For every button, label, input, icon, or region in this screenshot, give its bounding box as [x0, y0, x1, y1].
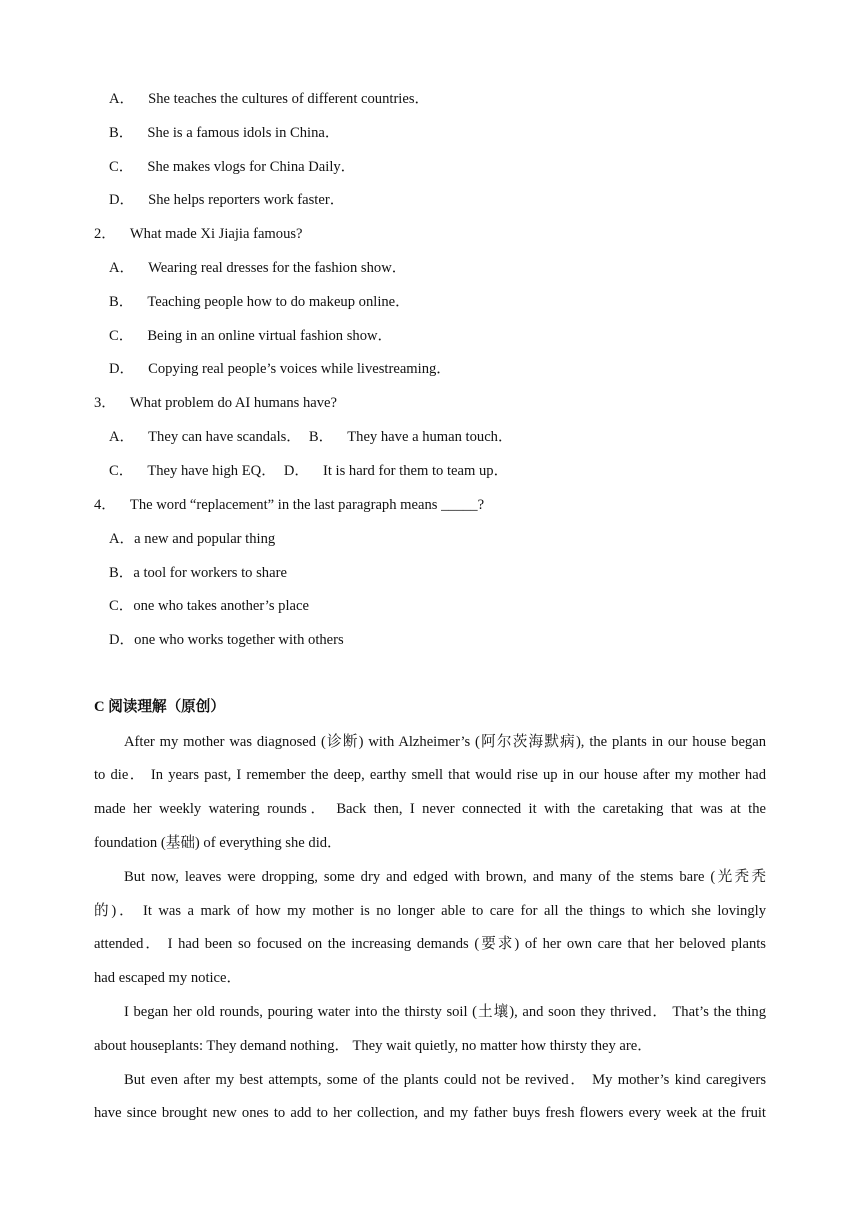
option-text: It is hard for them to team up． — [322, 463, 509, 479]
q4-option-c — [109, 596, 309, 616]
option-label: D． — [283, 463, 309, 479]
question-text: What problem do AI humans have? — [129, 395, 337, 411]
option-text: She is a famous idols in China． — [147, 125, 340, 141]
passage-line: to die． In years past, I remember the deep, earthy smell that would rise up in our house after my mother had — [94, 767, 766, 783]
question-text: The word “replacement” in the last paragraph means _____? — [129, 497, 485, 513]
option-label: A． — [109, 531, 135, 547]
passage-line: about houseplants: They demand nothing． They wait quietly, no matter how thirsty they are． — [94, 1038, 652, 1054]
passage-line: have since brought new ones to add to her collection, and my father buys fresh flowers every week at the fruit — [94, 1105, 766, 1121]
q3-stem — [94, 393, 337, 413]
option-text: They have high EQ． — [147, 463, 276, 479]
passage-line: But even after my best attempts, some of the plants could not be revived． My mother’s kind caregivers — [124, 1072, 766, 1088]
q1-option-a — [109, 89, 429, 109]
q1-option-b — [109, 123, 339, 143]
option-text: They have a human touch． — [347, 429, 513, 445]
option-text: Being in an online virtual fashion show． — [147, 328, 393, 344]
q2-option-a — [109, 258, 406, 278]
passage-line: made her weekly watering rounds． Back then, I never connected it with the caretaking that was at the — [94, 801, 766, 817]
option-label: D． — [109, 632, 135, 648]
q2-option-d — [109, 359, 451, 379]
section-c-heading: C 阅读理解（原创） — [94, 699, 225, 715]
q2-option-c — [109, 326, 392, 346]
option-label: D． — [109, 361, 135, 377]
option-text: a tool for workers to share — [133, 565, 287, 581]
option-text: Copying real people’s voices while livestreaming． — [148, 361, 451, 377]
q4-option-d — [109, 630, 344, 650]
option-text: She makes vlogs for China Daily． — [147, 159, 356, 175]
option-label: C． — [109, 598, 134, 614]
q4-option-a — [109, 529, 275, 549]
option-label: A． — [109, 91, 135, 107]
option-text: They can have scandals． — [148, 429, 301, 445]
passage-line: After my mother was diagnosed (诊断) with Alzheimer’s (阿尔茨海默病), the plants in our house began — [124, 734, 766, 750]
q1-option-c — [109, 157, 355, 177]
q2-option-b — [109, 292, 410, 312]
option-label: A． — [109, 260, 135, 276]
option-text: Teaching people how to do makeup online． — [147, 294, 410, 310]
passage-line: I began her old rounds, pouring water into the thirsty soil (土壤), and soon they thrived． That’s the thing — [124, 1004, 766, 1020]
option-text: She helps reporters work faster． — [148, 192, 345, 208]
q4-stem — [94, 495, 484, 515]
q3-options-row-2 — [109, 461, 508, 481]
q2-stem — [94, 224, 303, 244]
option-text: a new and popular thing — [134, 531, 276, 547]
option-label: C． — [109, 463, 134, 479]
q3-options-row-1 — [109, 427, 513, 447]
option-text: She teaches the cultures of different countries． — [148, 91, 430, 107]
passage-line: 的)． It was a mark of how my mother is no longer able to care for all the things to which she lovingly — [94, 903, 766, 919]
passage-line: had escaped my notice． — [94, 970, 242, 986]
option-label: D． — [109, 192, 135, 208]
option-label: C． — [109, 328, 134, 344]
option-text: one who works together with others — [134, 632, 344, 648]
question-number: 3． — [94, 395, 116, 411]
option-label: B． — [109, 294, 134, 310]
question-number: 4． — [94, 497, 116, 513]
question-number: 2． — [94, 226, 116, 242]
passage-line: foundation (基础) of everything she did． — [94, 835, 342, 851]
option-label: C． — [109, 159, 134, 175]
option-label: B． — [109, 125, 134, 141]
passage-line: But now, leaves were dropping, some dry and edged with brown, and many of the stems bare (光秃秃 — [124, 869, 766, 885]
option-text: Wearing real dresses for the fashion show． — [148, 260, 407, 276]
option-label: B． — [109, 565, 134, 581]
question-text: What made Xi Jiajia famous? — [129, 226, 303, 242]
option-label: A． — [109, 429, 135, 445]
passage-line: attended． I had been so focused on the increasing demands (要求) of her own care that her beloved plants — [94, 936, 766, 952]
option-label: B． — [308, 429, 334, 445]
option-text: one who takes another’s place — [133, 598, 309, 614]
q1-option-d — [109, 190, 344, 210]
q4-option-b — [109, 563, 287, 583]
